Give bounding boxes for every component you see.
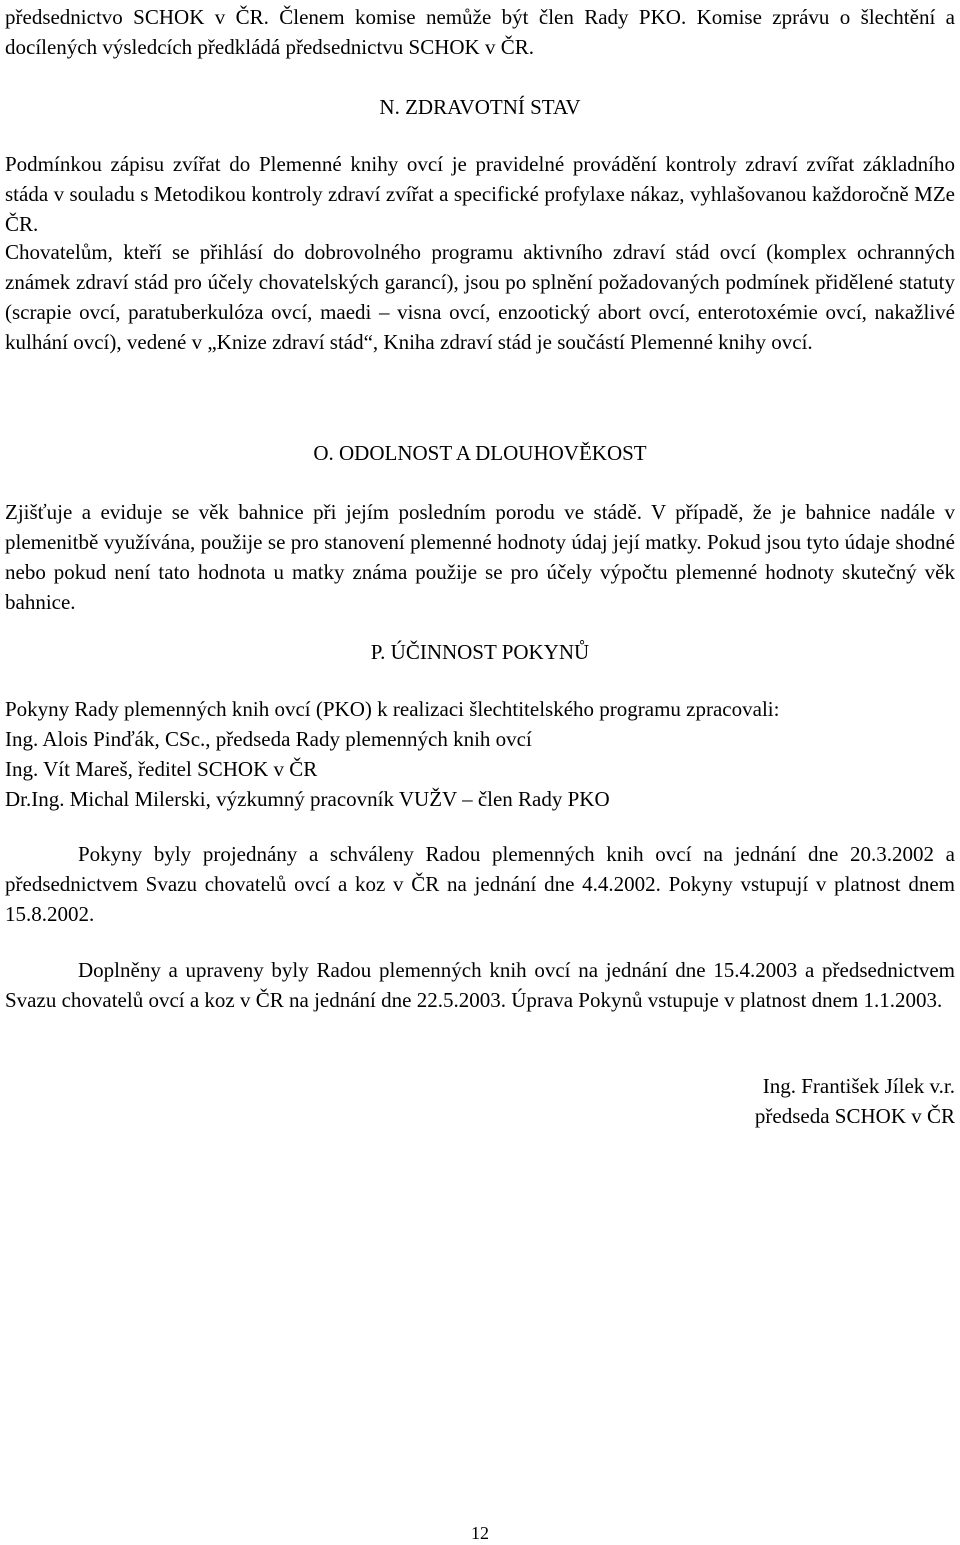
- signature-title: předseda SCHOK v ČR: [754, 1104, 955, 1128]
- section-p-heading: P. ÚČINNOST POKYNŮ: [370, 640, 590, 664]
- authors-intro: Pokyny Rady plemenných knih ovcí (PKO) k realizaci šlechtitelského programu zpracovali:: [5, 697, 780, 721]
- page-number: 12: [471, 1523, 489, 1543]
- amendment-paragraph: Doplněny a upraveny byly Radou plemenných knih ovcí na jednání dne 15.4.2003 a předsednictvem Svazu chovatelů ovcí a koz v ČR na jednání dne 22.5.2003. Úprava Pokynů vstupuje v platnost dnem 1.1.2003.: [5, 958, 955, 1012]
- author-line: Ing. Vít Mareš, ředitel SCHOK v ČR: [5, 757, 318, 781]
- author-line: Dr.Ing. Michal Milerski, výzkumný pracovník VUŽV – člen Rady PKO: [5, 787, 610, 811]
- approval-paragraph: Pokyny byly projednány a schváleny Radou plemenných knih ovcí na jednání dne 20.3.2002 a předsednictvem Svazu chovatelů ovcí a koz v ČR na jednání dne 4.4.2002. Pokyny vstupují v platnost dnem 15.8.2002.: [5, 842, 955, 926]
- signature-block: [5, 1071, 955, 1131]
- signature-name: Ing. František Jílek v.r.: [762, 1074, 955, 1098]
- author-line: Ing. Alois Pinďák, CSc., předseda Rady plemenných knih ovcí: [5, 727, 532, 751]
- section-n-paragraph-2: Chovatelům, kteří se přihlásí do dobrovolného programu aktivního zdraví stád ovcí (komplex ochranných známek zdraví stád pro účely chovatelských garancí), jsou po splnění požadovaných podmínek přidělené statuty (scrapie ovcí, paratuberkulóza ovcí, maedi – visna ovcí, enzootický abort ovcí, enterotoxémie ovcí, nakažlivé kulhání ovcí), vedené v „Knize zdraví stád“, Kniha zdraví stád je součástí Plemenné knihy ovcí.: [5, 240, 955, 354]
- intro-paragraph: předsednictvo SCHOK v ČR. Členem komise nemůže být člen Rady PKO. Komise zprávu o šlechtění a docílených výsledcích předkládá předsednictvu SCHOK v ČR.: [5, 5, 955, 59]
- authors-block: [5, 694, 955, 814]
- section-n-heading: N. ZDRAVOTNÍ STAV: [379, 95, 581, 119]
- section-o-paragraph-1: Zjišťuje a eviduje se věk bahnice při jejím posledním porodu ve stádě. V případě, že je bahnice nadále v plemenitbě využívána, použije se pro stanovení plemenné hodnoty údaj její matky. Pokud jsou tyto údaje shodné nebo pokud není tato hodnota u matky známa použije se pro účely výpočtu plemenné hodnoty skutečný věk bahnice.: [5, 500, 955, 614]
- section-o-heading: O. ODOLNOST A DLOUHOVĚKOST: [313, 441, 647, 465]
- section-n-paragraph-1: Podmínkou zápisu zvířat do Plemenné knihy ovcí je pravidelné provádění kontroly zdraví zvířat základního stáda v souladu s Metodikou kontroly zdraví zvířat a specifické profylaxe nákaz, vyhlašovanou každoročně MZe ČR.: [5, 152, 955, 236]
